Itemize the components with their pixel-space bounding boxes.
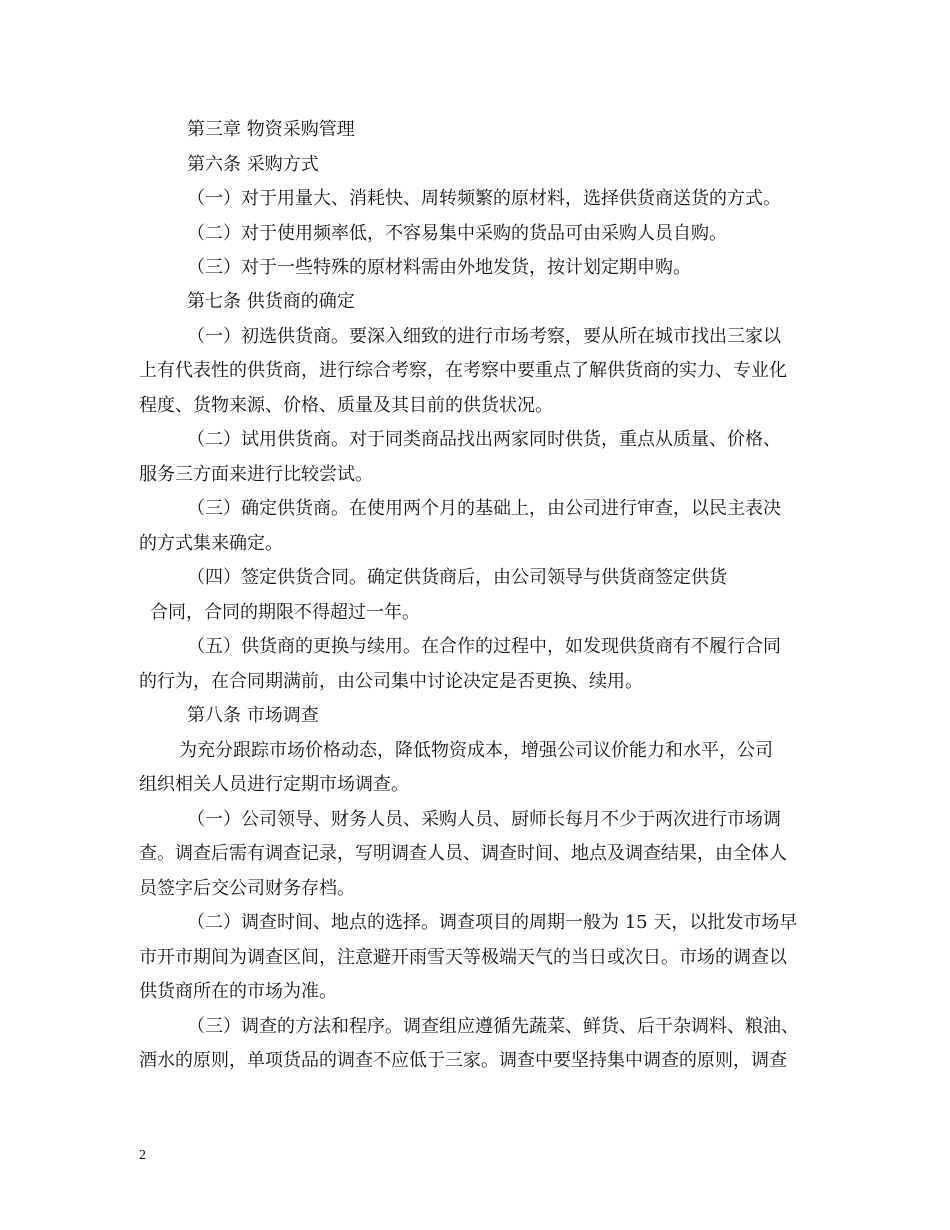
- paragraph-line: （一）对于用量大、消耗快、周转频繁的原材料，选择供货商送货的方式。: [187, 188, 781, 209]
- paragraph-line: （五）供货商的更换与续用。在合作的过程中，如发现供货商有不履行合同: [187, 636, 781, 657]
- paragraph-line: （二）对于使用频率低，不容易集中采购的货品可由采购人员自购。: [187, 223, 727, 244]
- page-number: 2: [139, 1148, 146, 1163]
- article-heading: 第八条 市场调查: [187, 705, 319, 726]
- paragraph-line: 为充分跟踪市场价格动态，降低物资成本，增强公司议价能力和水平，公司: [179, 740, 773, 761]
- paragraph-line: 上有代表性的供货商，进行综合考察，在考察中要重点了解供货商的实力、专业化: [139, 360, 787, 381]
- paragraph-line: 的行为，在合同期满前，由公司集中讨论决定是否更换、续用。: [139, 671, 643, 692]
- paragraph-line: （三）确定供货商。在使用两个月的基础上，由公司进行审查，以民主表决: [187, 498, 781, 519]
- paragraph-line: 酒水的原则，单项货品的调查不应低于三家。调查中要坚持集中调查的原则，调查: [139, 1050, 787, 1071]
- paragraph-line: 供货商所在的市场为准。: [139, 981, 337, 1002]
- article-heading: 第七条 供货商的确定: [187, 291, 355, 312]
- paragraph-line: （二）试用供货商。对于同类商品找出两家同时供货，重点从质量、价格、: [187, 429, 781, 450]
- paragraph-line: 的方式集来确定。: [139, 533, 283, 554]
- paragraph-line: （四）签定供货合同。确定供货商后，由公司领导与供货商签定供货: [187, 567, 727, 588]
- paragraph-line: 组织相关人员进行定期市场调查。: [139, 774, 409, 795]
- paragraph-line: 员签字后交公司财务存档。: [139, 878, 355, 899]
- paragraph-line: （一）初选供货商。要深入细致的进行市场考察，要从所在城市找出三家以: [187, 326, 781, 347]
- paragraph-line: （一）公司领导、财务人员、采购人员、厨师长每月不少于两次进行市场调: [187, 809, 781, 830]
- article-heading: 第六条 采购方式: [187, 154, 319, 175]
- paragraph-line: 程度、货物来源、价格、质量及其目前的供货状况。: [139, 395, 553, 416]
- paragraph-line: 合同，合同的期限不得超过一年。: [150, 602, 420, 623]
- paragraph-line: （三）调查的方法和程序。调查组应遵循先蔬菜、鲜货、后干杂调料、粮油、: [187, 1016, 799, 1037]
- paragraph-line: 市开市期间为调查区间，注意避开雨雪天等极端天气的当日或次日。市场的调查以: [139, 947, 787, 968]
- paragraph-line: （二）调查时间、地点的选择。调查项目的周期一般为 15 天，以批发市场早: [187, 912, 798, 933]
- paragraph-line: 服务三方面来进行比较尝试。: [139, 464, 373, 485]
- paragraph-line: 查。调查后需有调查记录，写明调查人员、调查时间、地点及调查结果，由全体人: [139, 843, 787, 864]
- chapter-heading: 第三章 物资采购管理: [187, 119, 355, 140]
- paragraph-line: （三）对于一些特殊的原材料需由外地发货，按计划定期申购。: [187, 257, 691, 278]
